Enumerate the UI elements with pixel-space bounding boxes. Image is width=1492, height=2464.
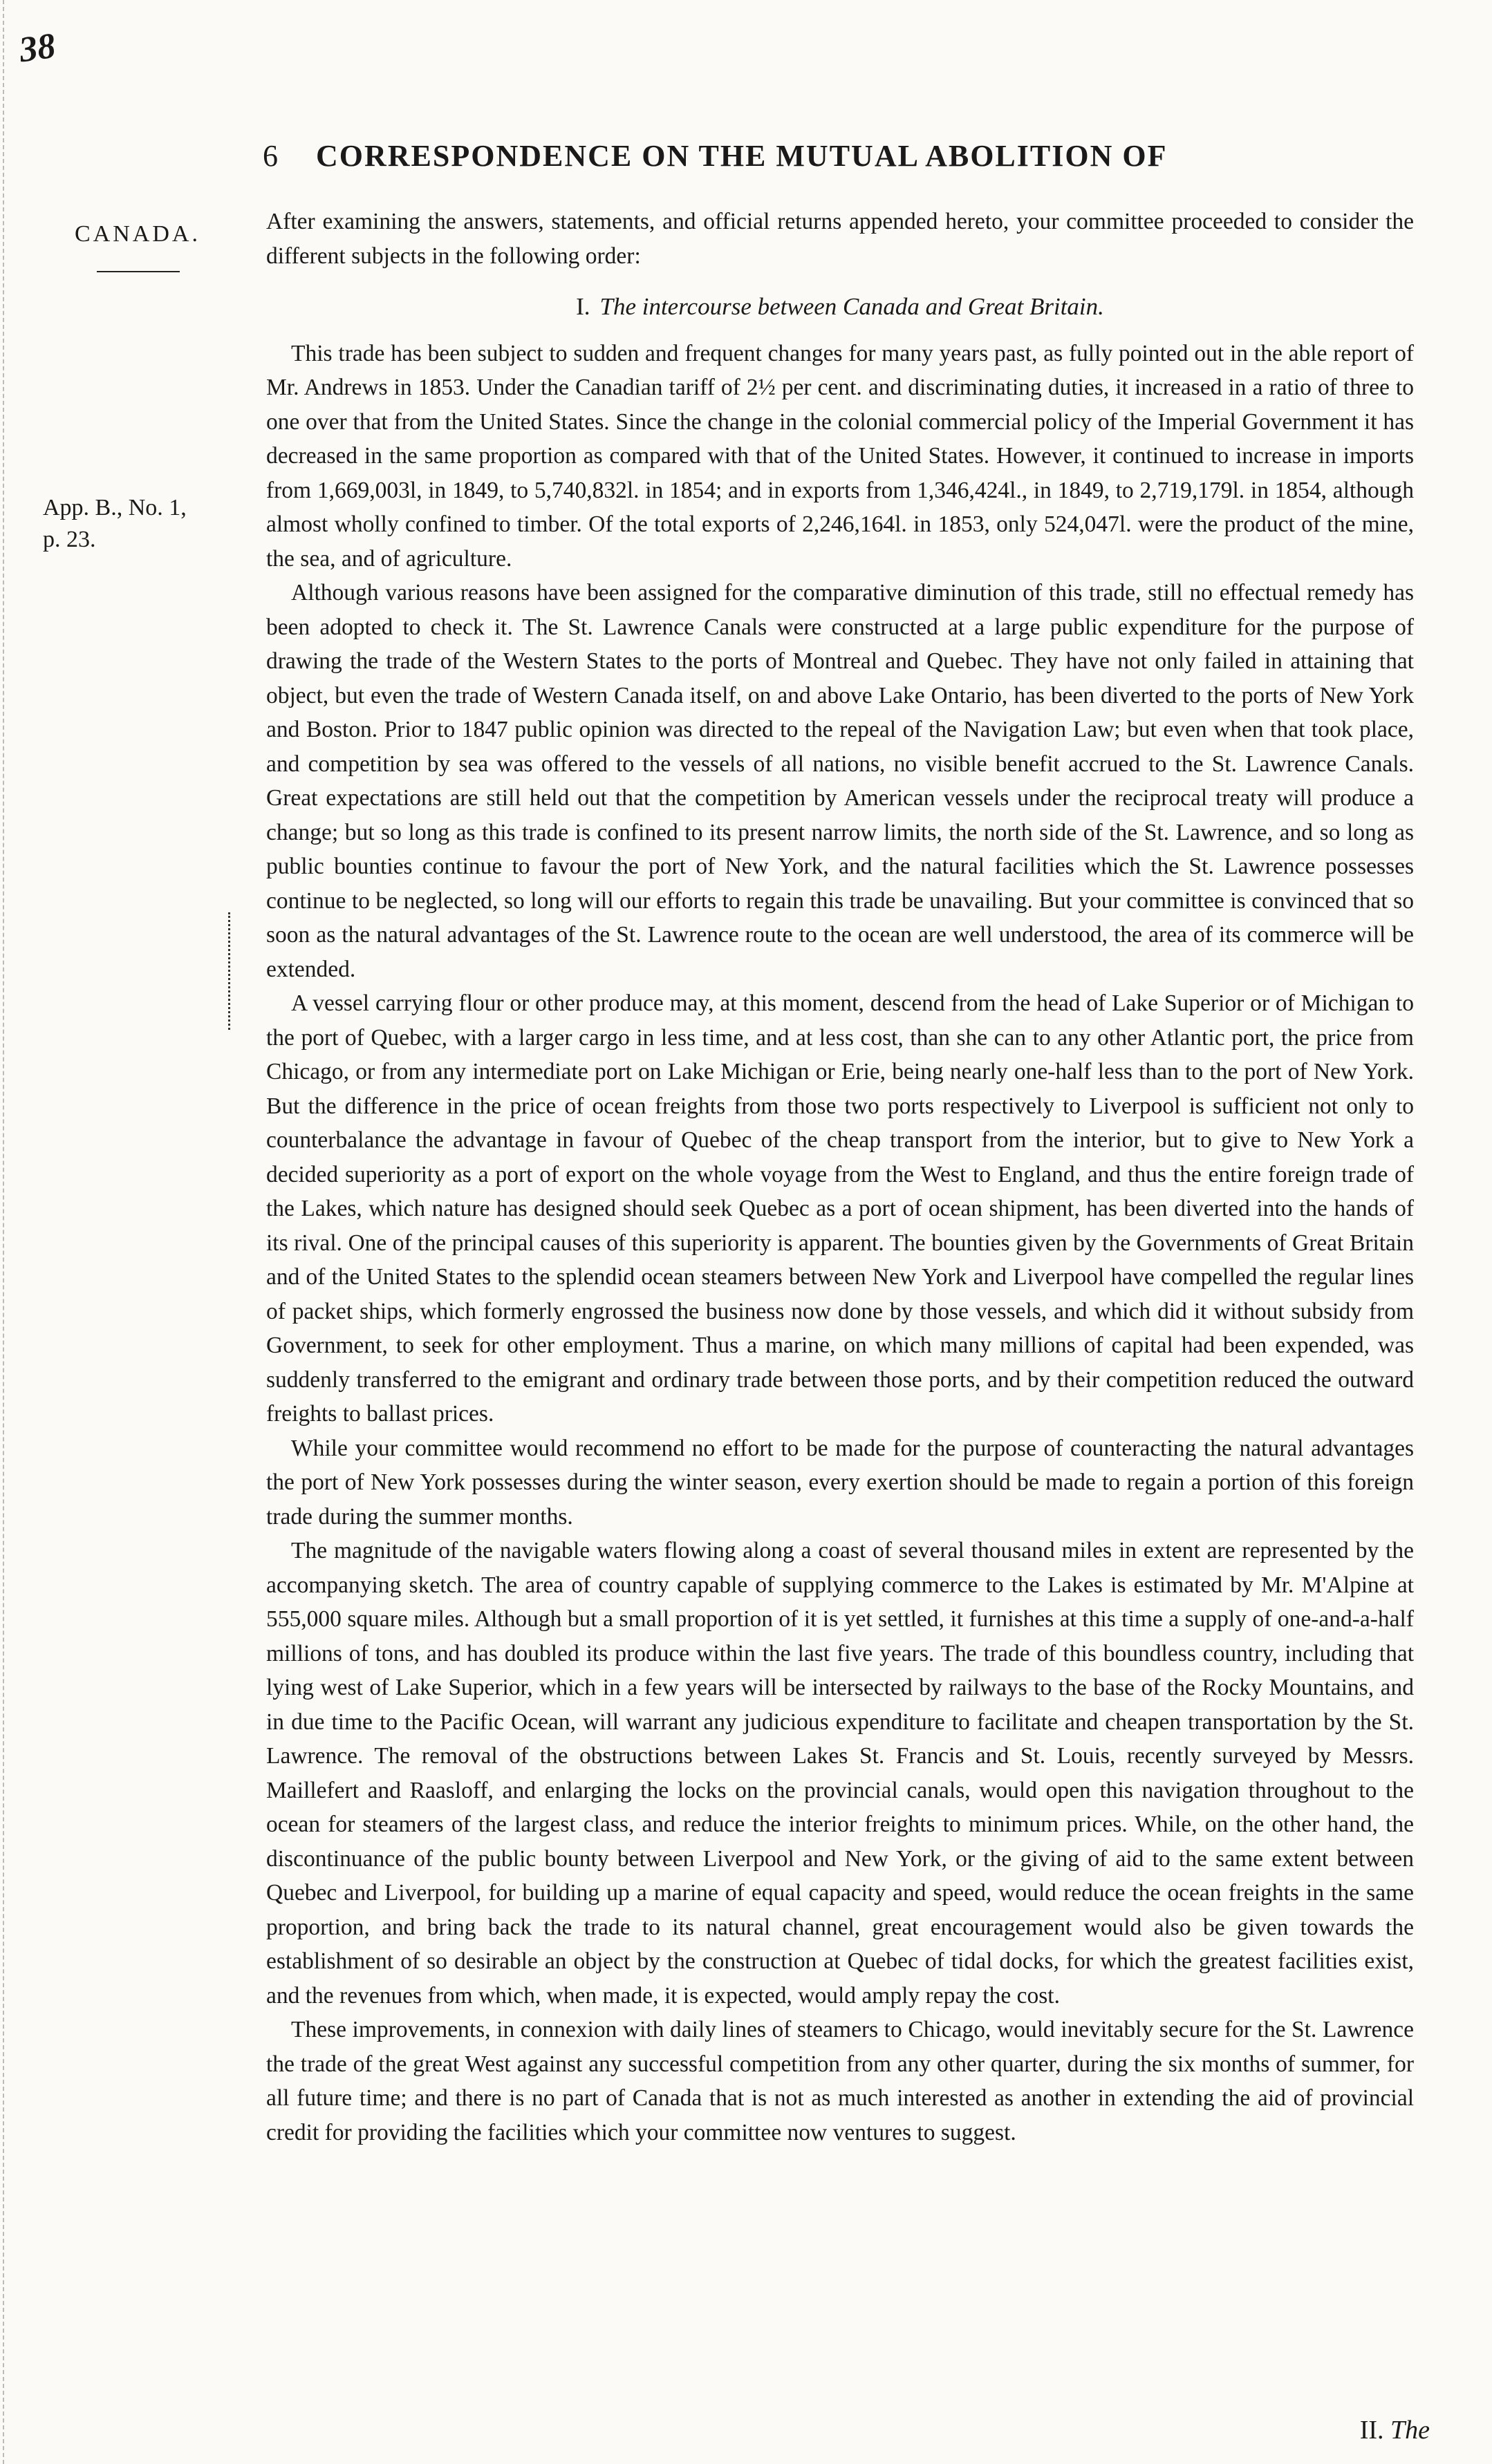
paragraph: While your committee would recommend no effort to be made for the purpose of counteracting the natural advantages the port of New York possesses during the winter season, every exertion should be made to regain a portion of this foreign trade during the summer months.	[266, 1435, 1414, 1530]
section-title: The intercourse between Canada and Great Britain.	[599, 293, 1104, 320]
margin-reference-line1: App. B., No. 1,	[43, 495, 187, 520]
catchword-word: The	[1390, 2416, 1430, 2445]
paragraph: Although various reasons have been assigned for the comparative diminution of this trade, still no effectual remedy has been adopted to check it. The St. Lawrence Canals were constructed at a large public expenditure for the purpose of drawing the trade of the Western States to the ports of Montreal and Quebec. They have not only failed in attaining that object, but even the trade of Western Canada itself, on and above Lake Ontario, has been diverted to the ports of New York and Boston. Prior to 1847 public opinion was directed to the repeal of the Navigation Law; but even when that took place, and competition by sea was offered to the vessels of all nations, no visible benefit accrued to the St. Lawrence Canals. Great expectations are still held out that the competition by American vessels under the reciprocal treaty will produce a change; but so long as this trade is confined to its present narrow limits, the north side of the St. Lawrence, and so long as public bounties continue to favour the port of New York, and the natural facilities which the St. Lawrence possesses continue to be neglected, so long will our efforts to regain this trade be unavailing. But your committee is convinced that so soon as the natural advantages of the St. Lawrence route to the ocean are well understood, the area of its commerce will be extended.	[266, 580, 1414, 982]
paragraph: The magnitude of the navigable waters flowing along a coast of several thousand miles in extent are represented by the accompanying sketch. The area of country capable of supplying commerce to the Lakes is estimated by Mr. M'Alpine at 555,000 square miles. Although but a small proportion of it is yet settled, it furnishes at this time a supply of one-and-a-half millions of tons, and has doubled its produce within the last five years. The trade of this boundless country, including that lying west of Lake Superior, which in a few years will be intersected by railways to the base of the Rocky Mountains, and in due time to the Pacific Ocean, will warrant any judicious expenditure to facilitate and cheapen transportation by the St. Lawrence. The removal of the obstructions between Lakes St. Francis and St. Louis, recently surveyed by Messrs. Maillefert and Raasloff, and enlarging the locks on the provincial canals, would open this navigation throughout to the ocean for steamers of the largest class, and reduce the interior freights to minimum prices. While, on the other hand, the discontinuance of the public bounty between Liverpool and New York, or the giving of aid to the same extent between Quebec and Liverpool, for building up a marine of equal capacity and speed, would reduce the ocean freights in the same proportion, and bring back the trade to its natural channel, great encouragement would also be given towards the establishment of so desirable an object by the construction at Quebec of tidal docks, for which the greatest facilities exist, and the revenues from which, when made, it is expected, would amply repay the cost.	[266, 1538, 1414, 2009]
catchword	[1360, 2415, 1430, 2445]
section-number: I.	[576, 293, 590, 320]
catchword-number: II.	[1359, 2416, 1384, 2445]
margin-reference-line2: p. 23.	[43, 527, 96, 552]
paragraph: These improvements, in connexion with daily lines of steamers to Chicago, would inevitably secure for the St. Lawrence the trade of the great West against any successful competition from any other quarter, during the six months of summer, for all future time; and there is no part of Canada that is not as much interested as another in extending the aid of provincial credit for providing the facilities which your committee now ventures to suggest.	[266, 2017, 1414, 2145]
paragraph: This trade has been subject to sudden and frequent changes for many years past, as fully pointed out in the able report of Mr. Andrews in 1853. Under the Canadian tariff of 2½ per cent. and discriminating duties, it increased in a ratio of three to one over that from the United States. Since the change in the colonial commercial policy of the Imperial Government it has decreased in the same proportion as compared with that of the United States. However, it continued to increase in imports from 1,669,003l, in 1849, to 5,740,832l. in 1854; and in exports from 1,346,424l., in 1849, to 2,719,179l. in 1854, although almost wholly confined to timber. Of the total exports of 2,246,164l. in 1853, only 524,047l. were the product of the mine, the sea, and of agriculture.	[266, 340, 1414, 572]
intro-paragraph: After examining the answers, statements, and official returns appended hereto, your committee proceeded to consider the different subjects in the following order:	[266, 209, 1414, 269]
page-edge-mark	[3, 0, 10, 2464]
page-header	[263, 138, 1383, 173]
page-number: 6	[263, 139, 279, 173]
margin-reference	[43, 492, 187, 556]
folio-mark: 38	[17, 26, 58, 70]
margin-scribble	[228, 912, 243, 1030]
running-title: CORRESPONDENCE ON THE MUTUAL ABOLITION OF	[316, 139, 1168, 173]
body-text	[266, 205, 1414, 2150]
margin-note-canada: CANADA.	[75, 221, 201, 247]
margin-rule	[97, 271, 180, 272]
paragraph: A vessel carrying flour or other produce may, at this moment, descend from the head of Lake Superior or of Michigan to the port of Quebec, with a larger cargo in less time, and at less cost, than she can to any other Atlantic port, the price from Chicago, or from any intermediate port on Lake Michigan or Erie, being nearly one-half less than to the port of New York. But the difference in the price of ocean freights from those two ports respectively to Liverpool is sufficient not only to counterbalance the advantage in favour of Quebec of the cheap transport from the interior, but to give to New York a decided superiority as a port of export on the whole voyage from the West to England, and thus the entire foreign trade of the Lakes, which nature has designed should seek Quebec as a port of ocean shipment, has been diverted into the hands of its rival. One of the principal causes of this superiority is apparent. The bounties given by the Governments of Great Britain and of the United States to the splendid ocean steamers between New York and Liverpool have compelled the regular lines of packet ships, which formerly engrossed the business now done by those vessels, and which did it without subsidy from Government, to seek for other employment. Thus a marine, on which many millions of capital had been expended, was suddenly transferred to the emigrant and ordinary trade between those ports, and by their competition reduced the outward freights to ballast prices.	[266, 990, 1414, 1427]
section-heading	[266, 290, 1414, 324]
